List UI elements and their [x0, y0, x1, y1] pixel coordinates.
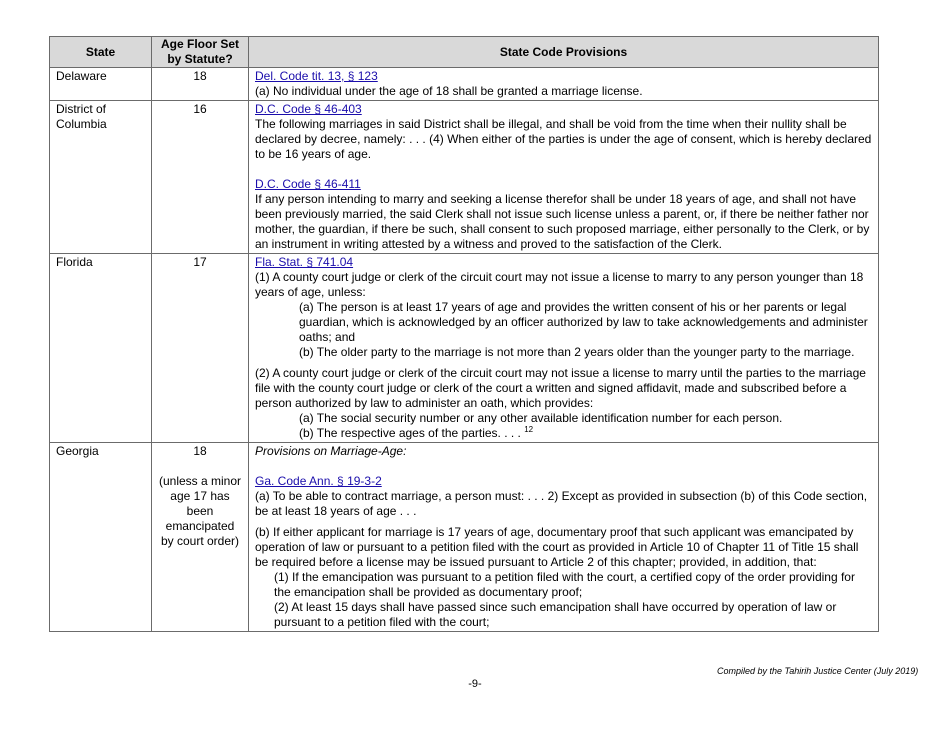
- provision-text: (2) A county court judge or clerk of the circuit court may not issue a license to marry until the parties to the marriage file with the county court judge or clerk of the court a written and signed affidavit, made and subscribed before a person authorized by law to administer an oath, which provides:: [255, 366, 866, 410]
- provision-heading: Provisions on Marriage-Age:: [255, 444, 407, 458]
- provision-text: If any person intending to marry and seeking a license therefor shall be under 18 years of age, and shall not have been previously married, the said Clerk shall not issue such license unless a parent, or, if there be neither father nor mother, the guardian, if there be such, shall consent to such proposed marriage, either personally to the Clerk, or by an instrument in writing attested by a witness and proved to the satisfaction of the Clerk.: [255, 192, 870, 251]
- age-note: (unless a minor age 17 has been emancipated by court order): [158, 474, 242, 548]
- provision-subitem: (1) If the emancipation was pursuant to a petition filed with the court, a certified copy of the order providing for the emancipation shall be provided as documentary proof;: [274, 570, 855, 599]
- table-header-row: [50, 37, 879, 68]
- citation-link[interactable]: D.C. Code § 46-403: [255, 102, 362, 116]
- provision-text: (b) If either applicant for marriage is 17 years of age, documentary proof that such applicant was emancipated by operation of law or pursuant to a petition filed with the court as provided in Article 10 of Chapter 11 of Title 15 shall be required before a license may be issued pursuant to Article 2 of this chapter; provided, in addition, that:: [255, 525, 859, 569]
- citation-link[interactable]: Del. Code tit. 13, § 123: [255, 69, 378, 83]
- provision-subitem: (b) The older party to the marriage is not more than 2 years older than the younger party to the marriage.: [299, 345, 855, 359]
- age-cell: 18: [152, 68, 249, 101]
- provisions-cell: [249, 101, 879, 254]
- footnote-marker[interactable]: 12: [524, 425, 534, 434]
- provision-subitem-text: (b) The respective ages of the parties. . . .: [299, 426, 521, 440]
- compiled-by-credit: Compiled by the Tahirih Justice Center (July 2019): [717, 666, 919, 676]
- table-row-delaware: [50, 68, 879, 101]
- provision-subitem: (a) The person is at least 17 years of age and provides the written consent of his or her parents or legal guardian, which is acknowledged by an officer authorized by law to take acknowledgements and administer oaths; and: [299, 300, 868, 344]
- age-cell: [152, 443, 249, 632]
- page-number: -9-: [468, 678, 482, 690]
- provision-subitem: (a) The social security number or any other available identification number for each person.: [299, 411, 783, 425]
- provision-block: [255, 177, 872, 252]
- provision-text: (1) A county court judge or clerk of the circuit court may not issue a license to marry to any person younger than 18 years of age, unless:: [255, 270, 864, 299]
- table-row-georgia: [50, 443, 879, 632]
- age-cell: 16: [152, 101, 249, 254]
- header-state: State: [50, 37, 152, 68]
- provisions-cell: [249, 254, 879, 443]
- provision-subitem: (2) At least 15 days shall have passed since such emancipation shall have occurred by operation of law or pursuant to a petition filed with the court;: [274, 600, 837, 629]
- provisions-cell: [249, 68, 879, 101]
- age-cell: 17: [152, 254, 249, 443]
- provision-text: (a) To be able to contract marriage, a person must: . . . 2) Except as provided in subsection (b) of this Code section, be at least 18 years of age . . .: [255, 489, 868, 518]
- citation-link[interactable]: D.C. Code § 46-411: [255, 177, 361, 191]
- provision-text: The following marriages in said District shall be illegal, and shall be void from the time when their nullity shall be declared by decree, namely: . . . (4) When either of the parties is under the age of consent, which is hereby declared to be 16 years of age.: [255, 117, 872, 161]
- state-cell: Georgia: [50, 443, 152, 632]
- state-cell: District of Columbia: [50, 101, 152, 254]
- citation-link[interactable]: Ga. Code Ann. § 19-3-2: [255, 474, 382, 488]
- state-cell: Florida: [50, 254, 152, 443]
- header-age-floor: Age Floor Set by Statute?: [152, 37, 249, 68]
- header-provisions: State Code Provisions: [249, 37, 879, 68]
- provision-text: (a) No individual under the age of 18 shall be granted a marriage license.: [255, 84, 643, 98]
- provision-subitem: [255, 426, 872, 441]
- table-row-dc: [50, 101, 879, 254]
- age-value: 18: [193, 444, 207, 458]
- provisions-cell: [249, 443, 879, 632]
- state-law-table: [49, 36, 879, 632]
- provision-block: [255, 474, 872, 519]
- citation-link[interactable]: Fla. Stat. § 741.04: [255, 255, 354, 269]
- state-cell: Delaware: [50, 68, 152, 101]
- table-row-florida: [50, 254, 879, 443]
